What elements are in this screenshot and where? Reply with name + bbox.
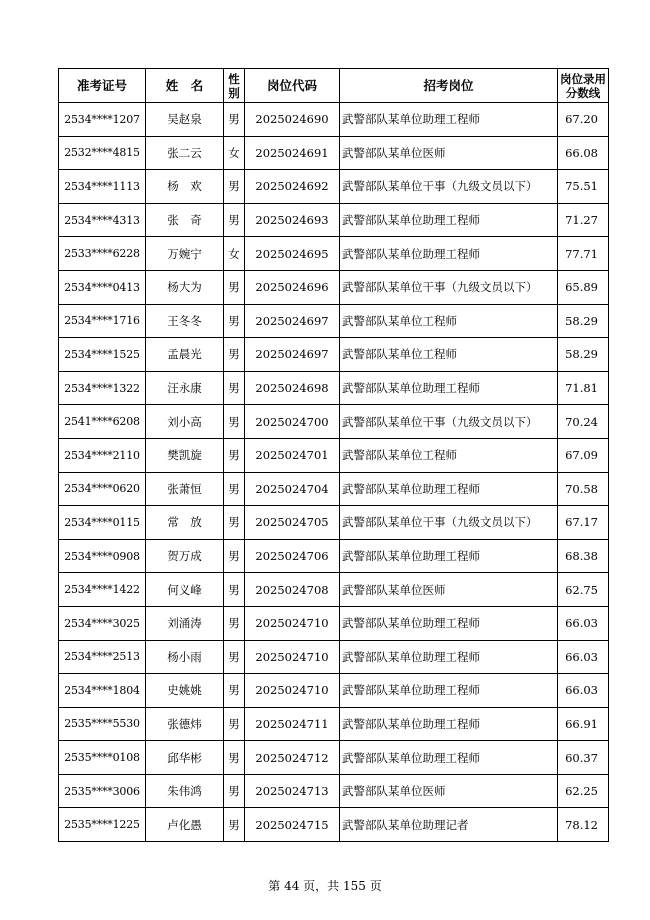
- cell-name: 杨大为: [146, 270, 224, 304]
- cell-gender: 男: [224, 371, 245, 405]
- cell-exam-id: 2534****4313: [59, 203, 146, 237]
- page-footer: 第 44 页，共 155 页: [268, 879, 382, 893]
- cell-exam-id: 2541****6208: [59, 405, 146, 439]
- cell-exam-id: 2534****0115: [59, 506, 146, 540]
- table-row: [59, 338, 609, 372]
- cell-post-code: 2025024695: [245, 237, 340, 271]
- cell-exam-id: 2534****2110: [59, 438, 146, 472]
- table-row: [59, 539, 609, 573]
- cell-exam-id: 2534****0908: [59, 539, 146, 573]
- cell-post-code: 2025024693: [245, 203, 340, 237]
- table-row: [59, 136, 609, 170]
- cell-post-code: 2025024692: [245, 170, 340, 204]
- cell-exam-id: 2533****6228: [59, 237, 146, 271]
- cell-score: 66.91: [558, 707, 609, 741]
- cell-post-name: 武警部队某单位助理工程师: [340, 371, 558, 405]
- cell-name: 史姚姚: [146, 674, 224, 708]
- cell-score: 67.09: [558, 438, 609, 472]
- cell-gender: 男: [224, 405, 245, 439]
- cell-post-name: 武警部队某单位医师: [340, 774, 558, 808]
- cell-exam-id: 2534****1113: [59, 170, 146, 204]
- table-row: [59, 405, 609, 439]
- cell-post-code: 2025024697: [245, 304, 340, 338]
- cell-post-code: 2025024691: [245, 136, 340, 170]
- cell-post-name: 武警部队某单位助理记者: [340, 808, 558, 842]
- cell-score: 66.03: [558, 606, 609, 640]
- cell-score: 65.89: [558, 270, 609, 304]
- table-row: [59, 270, 609, 304]
- cell-post-name: 武警部队某单位助理工程师: [340, 203, 558, 237]
- cell-post-name: 武警部队某单位助理工程师: [340, 606, 558, 640]
- cell-post-name: 武警部队某单位医师: [340, 136, 558, 170]
- results-table: [58, 68, 609, 842]
- cell-exam-id: 2534****0620: [59, 472, 146, 506]
- cell-post-code: 2025024711: [245, 707, 340, 741]
- header-score-line: 岗位录用分数线: [558, 69, 609, 103]
- cell-post-name: 武警部队某单位医师: [340, 573, 558, 607]
- cell-post-name: 武警部队某单位干事（九级文员以下）: [340, 405, 558, 439]
- cell-gender: 男: [224, 170, 245, 204]
- cell-post-name: 武警部队某单位助理工程师: [340, 237, 558, 271]
- cell-name: 张二云: [146, 136, 224, 170]
- cell-exam-id: 2534****1804: [59, 674, 146, 708]
- cell-post-code: 2025024706: [245, 539, 340, 573]
- cell-gender: 男: [224, 103, 245, 137]
- cell-post-code: 2025024710: [245, 640, 340, 674]
- cell-name: 王冬冬: [146, 304, 224, 338]
- cell-gender: 男: [224, 808, 245, 842]
- cell-name: 杨小雨: [146, 640, 224, 674]
- table-row: [59, 506, 609, 540]
- table-body: [59, 103, 609, 842]
- cell-gender: 女: [224, 237, 245, 271]
- table-row: [59, 606, 609, 640]
- header-post-code: 岗位代码: [245, 69, 340, 103]
- table-row: [59, 438, 609, 472]
- table-header-row: [59, 69, 609, 103]
- header-gender: 性别: [224, 69, 245, 103]
- cell-exam-id: 2532****4815: [59, 136, 146, 170]
- cell-post-code: 2025024690: [245, 103, 340, 137]
- cell-score: 62.25: [558, 774, 609, 808]
- cell-name: 贺万成: [146, 539, 224, 573]
- cell-name: 杨 欢: [146, 170, 224, 204]
- table-row: [59, 103, 609, 137]
- cell-score: 71.81: [558, 371, 609, 405]
- cell-gender: 男: [224, 606, 245, 640]
- cell-name: 邱华彬: [146, 741, 224, 775]
- cell-score: 67.17: [558, 506, 609, 540]
- cell-exam-id: 2535****1225: [59, 808, 146, 842]
- cell-gender: 男: [224, 506, 245, 540]
- cell-name: 汪永康: [146, 371, 224, 405]
- table-row: [59, 774, 609, 808]
- cell-post-code: 2025024708: [245, 573, 340, 607]
- cell-gender: 男: [224, 640, 245, 674]
- cell-exam-id: 2534****1716: [59, 304, 146, 338]
- cell-gender: 男: [224, 573, 245, 607]
- cell-post-code: 2025024696: [245, 270, 340, 304]
- cell-gender: 男: [224, 304, 245, 338]
- cell-post-name: 武警部队某单位工程师: [340, 438, 558, 472]
- cell-exam-id: 2534****1525: [59, 338, 146, 372]
- cell-gender: 女: [224, 136, 245, 170]
- cell-exam-id: 2535****0108: [59, 741, 146, 775]
- cell-gender: 男: [224, 741, 245, 775]
- cell-exam-id: 2534****1207: [59, 103, 146, 137]
- cell-score: 68.38: [558, 539, 609, 573]
- cell-post-name: 武警部队某单位助理工程师: [340, 707, 558, 741]
- table-row: [59, 573, 609, 607]
- table-row: [59, 472, 609, 506]
- header-name: 姓 名: [146, 69, 224, 103]
- cell-post-name: 武警部队某单位干事（九级文员以下）: [340, 270, 558, 304]
- cell-post-name: 武警部队某单位助理工程师: [340, 539, 558, 573]
- cell-post-code: 2025024697: [245, 338, 340, 372]
- table-row: [59, 371, 609, 405]
- cell-score: 62.75: [558, 573, 609, 607]
- cell-score: 60.37: [558, 741, 609, 775]
- table-row: [59, 741, 609, 775]
- cell-score: 58.29: [558, 338, 609, 372]
- cell-name: 吴赵泉: [146, 103, 224, 137]
- cell-name: 朱伟鸿: [146, 774, 224, 808]
- table-row: [59, 203, 609, 237]
- table-row: [59, 237, 609, 271]
- cell-score: 77.71: [558, 237, 609, 271]
- cell-score: 75.51: [558, 170, 609, 204]
- cell-score: 58.29: [558, 304, 609, 338]
- cell-score: 70.58: [558, 472, 609, 506]
- cell-score: 66.03: [558, 674, 609, 708]
- cell-name: 万婉宁: [146, 237, 224, 271]
- cell-exam-id: 2534****1322: [59, 371, 146, 405]
- cell-name: 常 放: [146, 506, 224, 540]
- cell-gender: 男: [224, 472, 245, 506]
- cell-gender: 男: [224, 203, 245, 237]
- cell-post-name: 武警部队某单位助理工程师: [340, 103, 558, 137]
- cell-score: 67.20: [558, 103, 609, 137]
- cell-name: 刘涌涛: [146, 606, 224, 640]
- cell-gender: 男: [224, 438, 245, 472]
- cell-gender: 男: [224, 539, 245, 573]
- table-row: [59, 304, 609, 338]
- cell-score: 70.24: [558, 405, 609, 439]
- cell-post-name: 武警部队某单位干事（九级文员以下）: [340, 506, 558, 540]
- cell-post-code: 2025024705: [245, 506, 340, 540]
- cell-name: 张萧恒: [146, 472, 224, 506]
- cell-exam-id: 2534****2513: [59, 640, 146, 674]
- cell-score: 78.12: [558, 808, 609, 842]
- table-row: [59, 674, 609, 708]
- cell-post-code: 2025024700: [245, 405, 340, 439]
- cell-exam-id: 2534****3025: [59, 606, 146, 640]
- cell-name: 张 奇: [146, 203, 224, 237]
- cell-post-code: 2025024710: [245, 674, 340, 708]
- cell-post-code: 2025024701: [245, 438, 340, 472]
- table-row: [59, 808, 609, 842]
- cell-name: 樊凯旋: [146, 438, 224, 472]
- cell-post-code: 2025024710: [245, 606, 340, 640]
- results-table-container: [58, 68, 606, 842]
- cell-name: 何义峰: [146, 573, 224, 607]
- cell-post-name: 武警部队某单位助理工程师: [340, 741, 558, 775]
- cell-post-name: 武警部队某单位助理工程师: [340, 674, 558, 708]
- cell-post-name: 武警部队某单位工程师: [340, 304, 558, 338]
- table-row: [59, 640, 609, 674]
- cell-post-name: 武警部队某单位干事（九级文员以下）: [340, 170, 558, 204]
- cell-gender: 男: [224, 707, 245, 741]
- cell-name: 张德炜: [146, 707, 224, 741]
- cell-post-name: 武警部队某单位助理工程师: [340, 640, 558, 674]
- cell-exam-id: 2535****3006: [59, 774, 146, 808]
- cell-score: 71.27: [558, 203, 609, 237]
- cell-post-code: 2025024704: [245, 472, 340, 506]
- table-row: [59, 707, 609, 741]
- cell-post-name: 武警部队某单位工程师: [340, 338, 558, 372]
- header-exam-id: 准考证号: [59, 69, 146, 103]
- header-post-name: 招考岗位: [340, 69, 558, 103]
- cell-exam-id: 2535****5530: [59, 707, 146, 741]
- cell-post-code: 2025024715: [245, 808, 340, 842]
- cell-gender: 男: [224, 674, 245, 708]
- cell-post-name: 武警部队某单位助理工程师: [340, 472, 558, 506]
- cell-post-code: 2025024698: [245, 371, 340, 405]
- cell-exam-id: 2534****1422: [59, 573, 146, 607]
- table-row: [59, 170, 609, 204]
- cell-name: 卢化愚: [146, 808, 224, 842]
- cell-name: 孟晨光: [146, 338, 224, 372]
- cell-post-code: 2025024713: [245, 774, 340, 808]
- cell-exam-id: 2534****0413: [59, 270, 146, 304]
- cell-post-code: 2025024712: [245, 741, 340, 775]
- cell-gender: 男: [224, 270, 245, 304]
- cell-gender: 男: [224, 774, 245, 808]
- cell-score: 66.08: [558, 136, 609, 170]
- cell-gender: 男: [224, 338, 245, 372]
- cell-name: 刘小高: [146, 405, 224, 439]
- cell-score: 66.03: [558, 640, 609, 674]
